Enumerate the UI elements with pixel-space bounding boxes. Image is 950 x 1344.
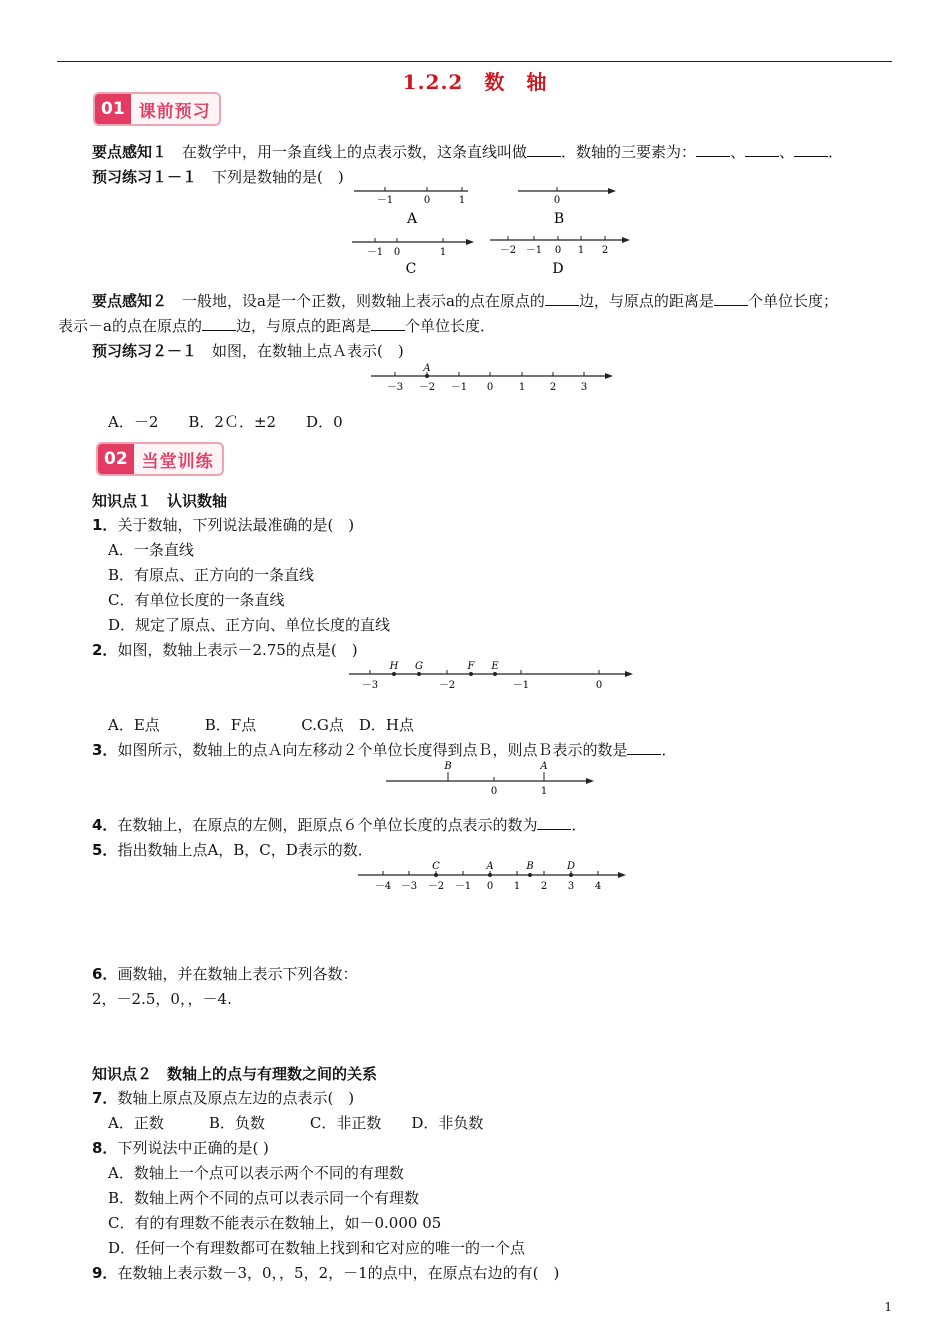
figure-a-number-line: [354, 187, 468, 227]
separator: 、: [730, 143, 746, 161]
question-number: 3．: [92, 741, 118, 759]
point-label: E: [491, 661, 499, 672]
question-number: 1．: [92, 516, 118, 534]
tick-label: 3: [567, 881, 575, 892]
question-number: 8．: [92, 1139, 118, 1157]
section-label: 课前预习: [138, 101, 211, 122]
tick-label: －1: [366, 247, 384, 258]
figure-c-number-line: [352, 238, 474, 277]
point-b: [528, 873, 532, 877]
tick-label: 3: [580, 382, 588, 393]
arrow-icon: [625, 671, 633, 677]
option: D．任何一个有理数都可在数轴上找到和它对应的唯一的一个点: [108, 1239, 526, 1257]
point-label: C: [432, 861, 440, 872]
point-e: [493, 672, 497, 676]
question-5-number-line: [352, 857, 637, 895]
point-g: [417, 672, 421, 676]
question-7: [92, 1088, 354, 1108]
question-text: 下列说法中正确的是( ): [117, 1139, 269, 1157]
period: ．: [828, 143, 844, 161]
answer-blank: [371, 316, 405, 331]
key-point-2-text6: 个单位长度．: [404, 317, 495, 335]
key-point-2-text3: 个单位长度；: [747, 292, 838, 310]
section-number: 02: [98, 444, 134, 474]
section-badge-preview: [93, 92, 221, 126]
tick-label: 0: [486, 382, 494, 393]
knowledge-point-title: 认识数轴: [167, 492, 228, 510]
question-2: [92, 640, 358, 660]
tick-label: －4: [374, 881, 392, 892]
key-point-2-text5: 边，与原点的距离是: [235, 317, 371, 335]
point-label: B: [526, 861, 534, 872]
tick-label: －3: [400, 881, 418, 892]
question-text: 指出数轴上点A，B，C，D表示的数．: [117, 841, 373, 859]
figure-label: B: [553, 211, 565, 227]
page-number: 1: [884, 1300, 892, 1314]
question-1: [92, 515, 354, 535]
question-number: 4．: [92, 816, 118, 834]
tick-label: 2: [549, 382, 557, 393]
answer-blank: [202, 316, 236, 331]
point-h: [392, 672, 396, 676]
tick-label: 0: [554, 245, 562, 256]
figure-b-number-line: [518, 187, 616, 227]
key-point-2-text4: 表示－a的点在原点的: [58, 317, 202, 335]
top-rule: [57, 61, 892, 62]
answer-blank: [537, 815, 571, 830]
arrow-icon: [622, 237, 630, 243]
knowledge-point-1: [92, 491, 227, 511]
answer-blank: [745, 142, 779, 157]
figure-label: D: [552, 261, 564, 277]
question-3-number-line: [382, 757, 602, 797]
tick-label: 0: [595, 680, 603, 691]
tick-label: 2: [601, 245, 609, 256]
tick-label: 0: [553, 195, 561, 206]
exercise-2-1-head: 预习练习２－１: [92, 342, 198, 360]
answer-blank: [696, 142, 730, 157]
tick-label: －1: [454, 881, 472, 892]
point-label: D: [566, 861, 576, 872]
answer-blank: [714, 291, 748, 306]
option: B．有原点、正方向的一条直线: [108, 566, 315, 584]
question-5: [92, 840, 373, 860]
tick-label: 0: [490, 786, 498, 797]
tick-label: －1: [525, 245, 543, 256]
point-label: G: [415, 661, 423, 672]
key-point-1-head: 要点感知１: [92, 143, 168, 161]
answer-blank: [794, 142, 828, 157]
question-text: 如图，数轴上表示－2.75的点是( ): [117, 641, 358, 659]
figure-d-number-line: [490, 236, 630, 277]
exercise-1-1-head: 预习练习１－１: [92, 168, 198, 186]
knowledge-point-2: [92, 1064, 377, 1084]
option: C．有的有理数不能表示在数轴上，如－0.000 05: [108, 1214, 442, 1232]
figure-label: C: [405, 261, 417, 277]
question-2-options: A．E点 B．F点 C.G点 D．H点: [108, 716, 415, 734]
section-badge-practice: [96, 442, 224, 476]
question-text: 在数轴上，在原点的左侧，距原点６个单位长度的点表示的数为: [117, 816, 538, 834]
exercise-1-1-figures: [340, 180, 640, 280]
knowledge-point-head: 知识点１: [92, 492, 153, 510]
question-text: 关于数轴，下列说法最准确的是( ): [117, 516, 355, 534]
tick-label: －3: [386, 382, 404, 393]
key-point-1: [92, 142, 843, 162]
question-text: 在数轴上表示数－3，0，，5，2，－1的点中，在原点右边的有( ): [117, 1264, 560, 1282]
tick-label: －1: [376, 195, 394, 206]
question-number: 9．: [92, 1264, 118, 1282]
tick-label: 1: [513, 881, 521, 892]
period: ．: [661, 741, 677, 759]
point-label: B: [444, 761, 452, 772]
tick-label: 1: [577, 245, 585, 256]
tick-label: －1: [450, 382, 468, 393]
question-number: 6．: [92, 965, 118, 983]
question-4: [92, 815, 586, 835]
point-label: A: [486, 861, 494, 872]
tick-label: －2: [427, 881, 445, 892]
separator: 、: [779, 143, 795, 161]
exercise-1-1: [92, 167, 344, 187]
knowledge-point-title: 数轴上的点与有理数之间的关系: [167, 1065, 378, 1083]
answer-blank: [627, 740, 661, 755]
key-point-2-cont: [58, 316, 495, 336]
key-point-2-text2: 边，与原点的距离是: [578, 292, 714, 310]
key-point-2: [92, 291, 838, 311]
question-8: [92, 1138, 269, 1158]
point-label: H: [389, 661, 399, 672]
point-label: A: [423, 363, 431, 374]
option: A．一条直线: [108, 541, 194, 559]
period: ．: [571, 816, 587, 834]
option: D．规定了原点、正方向、单位长度的直线: [108, 616, 391, 634]
question-6: [92, 964, 357, 984]
question-text: 数轴上原点及原点左边的点表示( ): [117, 1089, 355, 1107]
section-label: 当堂训练: [141, 451, 214, 472]
question-number: 5．: [92, 841, 118, 859]
question-text: 画数轴，并在数轴上表示下列各数：: [117, 965, 358, 983]
arrow-icon: [608, 188, 616, 194]
arrow-icon: [586, 778, 594, 784]
tick-label: 1: [458, 195, 466, 206]
tick-label: －3: [361, 680, 379, 691]
tick-label: －2: [418, 382, 436, 393]
knowledge-point-head: 知识点２: [92, 1065, 153, 1083]
option: B．数轴上两个不同的点可以表示同一个有理数: [108, 1189, 420, 1207]
key-point-2-head: 要点感知２: [92, 292, 168, 310]
page-title: 1.2.2 数 轴: [402, 70, 548, 94]
arrow-icon: [605, 373, 613, 379]
question-number: 2．: [92, 641, 118, 659]
point-label: F: [467, 661, 475, 672]
tick-label: 0: [393, 247, 401, 258]
point-f: [469, 672, 473, 676]
question-2-number-line: [345, 657, 640, 693]
point-label: A: [540, 761, 548, 772]
question-7-options: A．正数 B．负数 C．非正数 D．非负数: [108, 1114, 484, 1132]
answer-blank: [545, 291, 579, 306]
key-point-1-text2: ．数轴的三要素为：: [561, 143, 697, 161]
arrow-icon: [618, 872, 626, 878]
tick-label: 0: [486, 881, 494, 892]
exercise-2-1-text: 如图，在数轴上点Ａ表示( ): [212, 342, 404, 360]
question-6-values: 2，－2.5，0，，－4.: [92, 990, 232, 1008]
key-point-2-text1: 一般地，设a是一个正数，则数轴上表示a的点在原点的: [182, 292, 545, 310]
option: C．有单位长度的一条直线: [108, 591, 285, 609]
figure-label: A: [406, 211, 418, 227]
tick-label: 1: [518, 382, 526, 393]
tick-label: 1: [439, 247, 447, 258]
option: A．数轴上一个点可以表示两个不同的有理数: [108, 1164, 404, 1182]
question-number: 7．: [92, 1089, 118, 1107]
tick-label: 4: [594, 881, 602, 892]
arrow-icon: [466, 239, 474, 245]
exercise-2-1-options: A．－2 B．2Ｃ．±2 D．0: [108, 413, 343, 431]
section-number: 01: [95, 94, 131, 124]
point-d: [569, 873, 573, 877]
key-point-1-text1: 在数学中，用一条直线上的点表示数，这条直线叫做: [182, 143, 528, 161]
exercise-1-1-text: 下列是数轴的是( ): [212, 168, 344, 186]
point-a: [488, 873, 492, 877]
point-a: [425, 374, 429, 378]
tick-label: 2: [540, 881, 548, 892]
tick-label: 1: [540, 786, 548, 797]
point-c: [434, 873, 438, 877]
answer-blank: [527, 142, 561, 157]
exercise-2-1: [92, 341, 404, 361]
tick-label: 0: [423, 195, 431, 206]
question-text: 如图所示，数轴上的点Ａ向左移动２个单位长度得到点Ｂ，则点Ｂ表示的数是: [117, 741, 628, 759]
tick-label: －2: [438, 680, 456, 691]
question-9: [92, 1263, 559, 1283]
tick-label: －2: [499, 245, 517, 256]
exercise-2-1-number-line: [365, 360, 625, 396]
tick-label: －1: [512, 680, 530, 691]
